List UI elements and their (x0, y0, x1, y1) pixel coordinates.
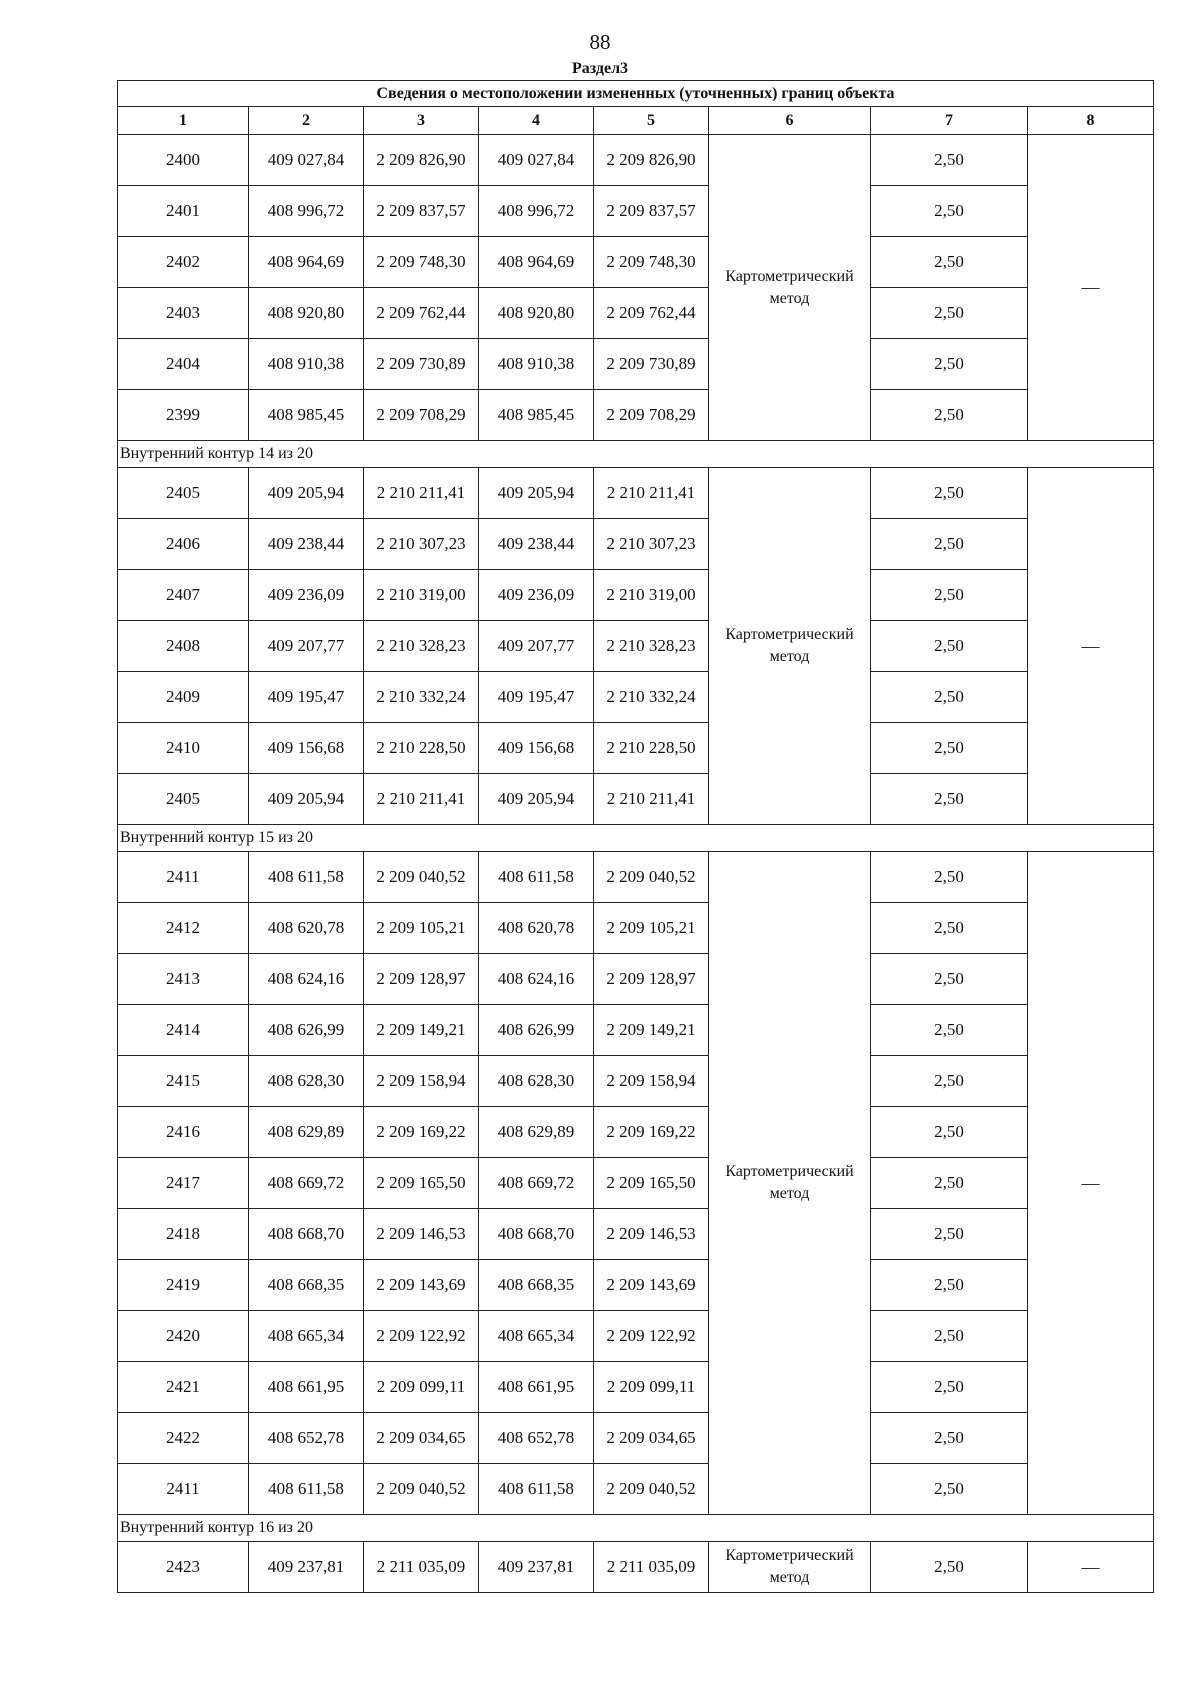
y-coord-new-cell: 2 209 122,92 (594, 1311, 709, 1362)
column-number-row (118, 107, 1154, 135)
precision-cell: 2,50 (871, 1005, 1028, 1056)
y-coord-new-cell: 2 209 105,21 (594, 903, 709, 954)
table-row (118, 468, 1154, 519)
x-coord-new-cell: 408 629,89 (479, 1107, 594, 1158)
point-number-cell: 2407 (118, 570, 249, 621)
x-coord-existing-cell: 408 652,78 (249, 1413, 364, 1464)
y-coord-new-cell: 2 210 211,41 (594, 468, 709, 519)
point-number-cell: 2409 (118, 672, 249, 723)
point-number-cell: 2423 (118, 1542, 249, 1593)
precision-cell: 2,50 (871, 519, 1028, 570)
table-row (118, 1542, 1154, 1593)
y-coord-existing-cell: 2 209 826,90 (364, 135, 479, 186)
precision-cell: 2,50 (871, 723, 1028, 774)
table-row (118, 621, 1154, 672)
table-row (118, 903, 1154, 954)
x-coord-new-cell: 409 207,77 (479, 621, 594, 672)
y-coord-existing-cell: 2 209 708,29 (364, 390, 479, 441)
x-coord-existing-cell: 409 156,68 (249, 723, 364, 774)
y-coord-new-cell: 2 209 040,52 (594, 1464, 709, 1515)
x-coord-new-cell: 408 652,78 (479, 1413, 594, 1464)
y-coord-existing-cell: 2 209 748,30 (364, 237, 479, 288)
y-coord-new-cell: 2 209 762,44 (594, 288, 709, 339)
y-coord-new-cell: 2 209 837,57 (594, 186, 709, 237)
x-coord-existing-cell: 408 985,45 (249, 390, 364, 441)
table-row (118, 954, 1154, 1005)
x-coord-new-cell: 409 205,94 (479, 774, 594, 825)
x-coord-new-cell: 408 996,72 (479, 186, 594, 237)
x-coord-existing-cell: 408 629,89 (249, 1107, 364, 1158)
contour-label-row (118, 1515, 1154, 1542)
table-header (118, 81, 1154, 135)
point-number-cell: 2405 (118, 774, 249, 825)
y-coord-existing-cell: 2 209 105,21 (364, 903, 479, 954)
column-number-4: 4 (479, 107, 594, 135)
y-coord-new-cell: 2 209 708,29 (594, 390, 709, 441)
precision-cell: 2,50 (871, 1311, 1028, 1362)
table-row (118, 519, 1154, 570)
precision-cell: 2,50 (871, 852, 1028, 903)
precision-cell: 2,50 (871, 621, 1028, 672)
table-row (118, 390, 1154, 441)
x-coord-existing-cell: 408 910,38 (249, 339, 364, 390)
y-coord-existing-cell: 2 210 328,23 (364, 621, 479, 672)
page-number: 88 (589, 30, 611, 54)
x-coord-new-cell: 408 661,95 (479, 1362, 594, 1413)
x-coord-existing-cell: 408 620,78 (249, 903, 364, 954)
y-coord-existing-cell: 2 209 143,69 (364, 1260, 479, 1311)
precision-cell: 2,50 (871, 1464, 1028, 1515)
x-coord-new-cell: 409 205,94 (479, 468, 594, 519)
table-body (118, 135, 1154, 1593)
x-coord-new-cell: 408 668,35 (479, 1260, 594, 1311)
y-coord-existing-cell: 2 210 332,24 (364, 672, 479, 723)
y-coord-new-cell: 2 209 040,52 (594, 852, 709, 903)
x-coord-new-cell: 408 626,99 (479, 1005, 594, 1056)
precision-cell: 2,50 (871, 1542, 1028, 1593)
table-row (118, 1464, 1154, 1515)
point-number-cell: 2417 (118, 1158, 249, 1209)
table-row (118, 186, 1154, 237)
contour-label: Внутренний контур 14 из 20 (118, 441, 1154, 468)
table-row (118, 1209, 1154, 1260)
x-coord-existing-cell: 408 661,95 (249, 1362, 364, 1413)
method-cell: Картометрический метод (709, 852, 871, 1515)
x-coord-existing-cell: 408 668,70 (249, 1209, 364, 1260)
y-coord-existing-cell: 2 209 034,65 (364, 1413, 479, 1464)
point-number-cell: 2401 (118, 186, 249, 237)
point-number-cell: 2408 (118, 621, 249, 672)
y-coord-new-cell: 2 209 165,50 (594, 1158, 709, 1209)
x-coord-existing-cell: 409 205,94 (249, 468, 364, 519)
point-number-cell: 2415 (118, 1056, 249, 1107)
y-coord-new-cell: 2 209 034,65 (594, 1413, 709, 1464)
table-title: Сведения о местоположении измененных (уточненных) границ объекта (118, 81, 1154, 107)
x-coord-existing-cell: 408 668,35 (249, 1260, 364, 1311)
column-8-cell: — (1028, 135, 1154, 441)
precision-cell: 2,50 (871, 186, 1028, 237)
contour-label: Внутренний контур 15 из 20 (118, 825, 1154, 852)
precision-cell: 2,50 (871, 237, 1028, 288)
y-coord-new-cell: 2 209 149,21 (594, 1005, 709, 1056)
x-coord-new-cell: 409 237,81 (479, 1542, 594, 1593)
y-coord-new-cell: 2 209 143,69 (594, 1260, 709, 1311)
x-coord-new-cell: 408 964,69 (479, 237, 594, 288)
table-row (118, 1005, 1154, 1056)
point-number-cell: 2413 (118, 954, 249, 1005)
x-coord-existing-cell: 409 027,84 (249, 135, 364, 186)
y-coord-new-cell: 2 210 332,24 (594, 672, 709, 723)
precision-cell: 2,50 (871, 288, 1028, 339)
y-coord-new-cell: 2 209 169,22 (594, 1107, 709, 1158)
table-row (118, 237, 1154, 288)
precision-cell: 2,50 (871, 339, 1028, 390)
x-coord-new-cell: 409 195,47 (479, 672, 594, 723)
column-8-cell: — (1028, 468, 1154, 825)
y-coord-new-cell: 2 209 158,94 (594, 1056, 709, 1107)
table-row (118, 339, 1154, 390)
y-coord-new-cell: 2 211 035,09 (594, 1542, 709, 1593)
x-coord-existing-cell: 408 626,99 (249, 1005, 364, 1056)
x-coord-new-cell: 408 669,72 (479, 1158, 594, 1209)
x-coord-new-cell: 408 920,80 (479, 288, 594, 339)
table-row (118, 1413, 1154, 1464)
y-coord-existing-cell: 2 209 149,21 (364, 1005, 479, 1056)
table-row (118, 570, 1154, 621)
point-number-cell: 2406 (118, 519, 249, 570)
x-coord-existing-cell: 409 195,47 (249, 672, 364, 723)
precision-cell: 2,50 (871, 1158, 1028, 1209)
x-coord-new-cell: 408 624,16 (479, 954, 594, 1005)
x-coord-existing-cell: 409 238,44 (249, 519, 364, 570)
x-coord-new-cell: 409 156,68 (479, 723, 594, 774)
column-number-6: 6 (709, 107, 871, 135)
x-coord-existing-cell: 408 624,16 (249, 954, 364, 1005)
x-coord-existing-cell: 409 237,81 (249, 1542, 364, 1593)
precision-cell: 2,50 (871, 903, 1028, 954)
y-coord-existing-cell: 2 209 146,53 (364, 1209, 479, 1260)
x-coord-new-cell: 408 665,34 (479, 1311, 594, 1362)
method-cell: Картометрический метод (709, 135, 871, 441)
table-row (118, 1158, 1154, 1209)
x-coord-existing-cell: 409 205,94 (249, 774, 364, 825)
precision-cell: 2,50 (871, 1413, 1028, 1464)
column-number-3: 3 (364, 107, 479, 135)
point-number-cell: 2405 (118, 468, 249, 519)
point-number-cell: 2402 (118, 237, 249, 288)
table-row (118, 774, 1154, 825)
y-coord-existing-cell: 2 209 169,22 (364, 1107, 479, 1158)
precision-cell: 2,50 (871, 570, 1028, 621)
y-coord-new-cell: 2 209 730,89 (594, 339, 709, 390)
y-coord-existing-cell: 2 210 307,23 (364, 519, 479, 570)
x-coord-existing-cell: 408 996,72 (249, 186, 364, 237)
x-coord-new-cell: 409 236,09 (479, 570, 594, 621)
y-coord-existing-cell: 2 210 228,50 (364, 723, 479, 774)
x-coord-existing-cell: 408 665,34 (249, 1311, 364, 1362)
point-number-cell: 2404 (118, 339, 249, 390)
x-coord-new-cell: 408 985,45 (479, 390, 594, 441)
x-coord-existing-cell: 408 628,30 (249, 1056, 364, 1107)
precision-cell: 2,50 (871, 1362, 1028, 1413)
column-number-8: 8 (1028, 107, 1154, 135)
x-coord-new-cell: 409 238,44 (479, 519, 594, 570)
precision-cell: 2,50 (871, 1056, 1028, 1107)
contour-label: Внутренний контур 16 из 20 (118, 1515, 1154, 1542)
point-number-cell: 2412 (118, 903, 249, 954)
table-row (118, 1107, 1154, 1158)
y-coord-existing-cell: 2 209 730,89 (364, 339, 479, 390)
point-number-cell: 2420 (118, 1311, 249, 1362)
x-coord-new-cell: 408 620,78 (479, 903, 594, 954)
column-number-2: 2 (249, 107, 364, 135)
y-coord-new-cell: 2 210 319,00 (594, 570, 709, 621)
precision-cell: 2,50 (871, 1260, 1028, 1311)
y-coord-new-cell: 2 209 146,53 (594, 1209, 709, 1260)
section-label: Раздел3 (571, 60, 629, 77)
x-coord-new-cell: 409 027,84 (479, 135, 594, 186)
table-row (118, 1311, 1154, 1362)
table-row (118, 1260, 1154, 1311)
column-8-cell: — (1028, 852, 1154, 1515)
y-coord-new-cell: 2 210 328,23 (594, 621, 709, 672)
table-row (118, 1056, 1154, 1107)
contour-label-row (118, 441, 1154, 468)
column-number-1: 1 (118, 107, 249, 135)
y-coord-new-cell: 2 209 826,90 (594, 135, 709, 186)
point-number-cell: 2411 (118, 852, 249, 903)
point-number-cell: 2400 (118, 135, 249, 186)
y-coord-new-cell: 2 210 307,23 (594, 519, 709, 570)
table-row (118, 1362, 1154, 1413)
precision-cell: 2,50 (871, 672, 1028, 723)
y-coord-new-cell: 2 209 748,30 (594, 237, 709, 288)
point-number-cell: 2399 (118, 390, 249, 441)
precision-cell: 2,50 (871, 468, 1028, 519)
precision-cell: 2,50 (871, 1209, 1028, 1260)
y-coord-existing-cell: 2 209 122,92 (364, 1311, 479, 1362)
x-coord-new-cell: 408 628,30 (479, 1056, 594, 1107)
y-coord-existing-cell: 2 209 099,11 (364, 1362, 479, 1413)
point-number-cell: 2418 (118, 1209, 249, 1260)
x-coord-existing-cell: 408 611,58 (249, 1464, 364, 1515)
point-number-cell: 2422 (118, 1413, 249, 1464)
precision-cell: 2,50 (871, 774, 1028, 825)
y-coord-new-cell: 2 210 211,41 (594, 774, 709, 825)
x-coord-existing-cell: 409 207,77 (249, 621, 364, 672)
table-row (118, 723, 1154, 774)
table-row (118, 135, 1154, 186)
x-coord-existing-cell: 408 920,80 (249, 288, 364, 339)
method-cell: Картометрический метод (709, 1542, 871, 1593)
y-coord-existing-cell: 2 209 165,50 (364, 1158, 479, 1209)
y-coord-existing-cell: 2 210 211,41 (364, 468, 479, 519)
precision-cell: 2,50 (871, 954, 1028, 1005)
x-coord-new-cell: 408 611,58 (479, 852, 594, 903)
boundary-coordinates-table (117, 80, 1154, 1593)
y-coord-existing-cell: 2 209 128,97 (364, 954, 479, 1005)
x-coord-new-cell: 408 611,58 (479, 1464, 594, 1515)
precision-cell: 2,50 (871, 1107, 1028, 1158)
y-coord-existing-cell: 2 209 040,52 (364, 852, 479, 903)
point-number-cell: 2411 (118, 1464, 249, 1515)
method-cell: Картометрический метод (709, 468, 871, 825)
y-coord-new-cell: 2 209 099,11 (594, 1362, 709, 1413)
point-number-cell: 2403 (118, 288, 249, 339)
x-coord-existing-cell: 408 964,69 (249, 237, 364, 288)
point-number-cell: 2421 (118, 1362, 249, 1413)
table-row (118, 852, 1154, 903)
x-coord-new-cell: 408 910,38 (479, 339, 594, 390)
precision-cell: 2,50 (871, 135, 1028, 186)
x-coord-existing-cell: 409 236,09 (249, 570, 364, 621)
y-coord-new-cell: 2 210 228,50 (594, 723, 709, 774)
contour-label-row (118, 825, 1154, 852)
y-coord-existing-cell: 2 210 319,00 (364, 570, 479, 621)
table-row (118, 672, 1154, 723)
column-number-7: 7 (871, 107, 1028, 135)
point-number-cell: 2410 (118, 723, 249, 774)
y-coord-existing-cell: 2 209 837,57 (364, 186, 479, 237)
y-coord-existing-cell: 2 211 035,09 (364, 1542, 479, 1593)
y-coord-existing-cell: 2 209 762,44 (364, 288, 479, 339)
y-coord-existing-cell: 2 210 211,41 (364, 774, 479, 825)
table-row (118, 288, 1154, 339)
point-number-cell: 2416 (118, 1107, 249, 1158)
column-number-5: 5 (594, 107, 709, 135)
column-8-cell: — (1028, 1542, 1154, 1593)
y-coord-existing-cell: 2 209 158,94 (364, 1056, 479, 1107)
x-coord-existing-cell: 408 669,72 (249, 1158, 364, 1209)
y-coord-existing-cell: 2 209 040,52 (364, 1464, 479, 1515)
point-number-cell: 2414 (118, 1005, 249, 1056)
precision-cell: 2,50 (871, 390, 1028, 441)
point-number-cell: 2419 (118, 1260, 249, 1311)
y-coord-new-cell: 2 209 128,97 (594, 954, 709, 1005)
x-coord-new-cell: 408 668,70 (479, 1209, 594, 1260)
x-coord-existing-cell: 408 611,58 (249, 852, 364, 903)
